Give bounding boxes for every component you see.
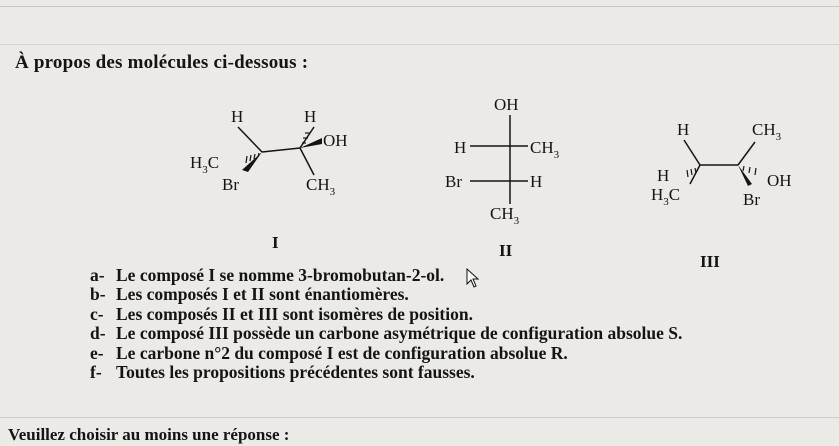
mouse-cursor-icon bbox=[466, 268, 480, 288]
option-b-text: Les composés I et II sont énantiomères. bbox=[116, 284, 409, 305]
option-d-text: Le composé III possède un carbone asymétrique de configuration absolue S. bbox=[116, 323, 683, 344]
mol-II-H-top: H bbox=[454, 138, 467, 157]
mol-III-H-top: H bbox=[677, 120, 690, 139]
mol-I-H-right: H bbox=[304, 107, 317, 126]
option-a bbox=[90, 266, 682, 285]
option-f-text: Toutes les propositions précédentes sont fausses. bbox=[116, 362, 475, 383]
option-b bbox=[90, 285, 682, 304]
mol-II-Br: Br bbox=[445, 172, 462, 191]
mol-III-CH3-top: $CH_3$ bbox=[752, 120, 782, 143]
mol-I-OH: OH bbox=[323, 131, 348, 150]
option-a-letter: a- bbox=[90, 265, 105, 285]
options-list bbox=[90, 266, 682, 382]
option-f bbox=[90, 363, 682, 382]
mol-III-OH: OH bbox=[767, 171, 792, 190]
answer-prompt: Veuillez choisir au moins une réponse : bbox=[8, 425, 290, 444]
option-c bbox=[90, 305, 682, 324]
option-d-letter: d- bbox=[90, 323, 106, 344]
option-b-letter: b- bbox=[90, 284, 106, 305]
option-d bbox=[90, 324, 682, 343]
option-a-text: Le composé I se nomme 3-bromobutan-2-ol. bbox=[116, 265, 445, 285]
mol-III-label: III bbox=[700, 252, 720, 271]
mol-I-label: I bbox=[272, 233, 279, 252]
mol-I-Br: Br bbox=[222, 175, 239, 194]
option-e-text: Le carbone n°2 du composé I est de configuration absolue R. bbox=[116, 342, 568, 363]
option-c-letter: c- bbox=[90, 303, 104, 324]
mol-I-H3C-text: $H_3C$ bbox=[190, 153, 220, 176]
option-f-letter: f- bbox=[90, 362, 102, 383]
molecule-II bbox=[445, 95, 560, 260]
mol-III-H3C: $H_3C$ bbox=[651, 185, 681, 208]
mol-III-H-left: H bbox=[657, 166, 670, 185]
molecule-I bbox=[190, 107, 348, 252]
option-e bbox=[90, 344, 682, 363]
option-e-letter: e- bbox=[90, 342, 104, 363]
mol-I-CH3-text: $CH_3$ bbox=[306, 175, 336, 198]
question-text: À propos des molécules ci-dessous : bbox=[15, 52, 309, 73]
mol-II-H-bottom: H bbox=[530, 172, 543, 191]
option-c-text: Les composés II et III sont isomères de position. bbox=[116, 303, 473, 324]
footer-divider bbox=[0, 417, 839, 418]
mol-II-CH3-bottom: $CH_3$ bbox=[490, 204, 520, 227]
mol-II-label: II bbox=[499, 241, 513, 260]
molecule-III bbox=[651, 120, 792, 271]
mol-II-OH: OH bbox=[494, 95, 519, 114]
mol-II-CH3-top: $CH_3$ bbox=[530, 138, 560, 161]
mol-I-H-left: H bbox=[231, 107, 244, 126]
mol-III-Br: Br bbox=[743, 190, 760, 209]
